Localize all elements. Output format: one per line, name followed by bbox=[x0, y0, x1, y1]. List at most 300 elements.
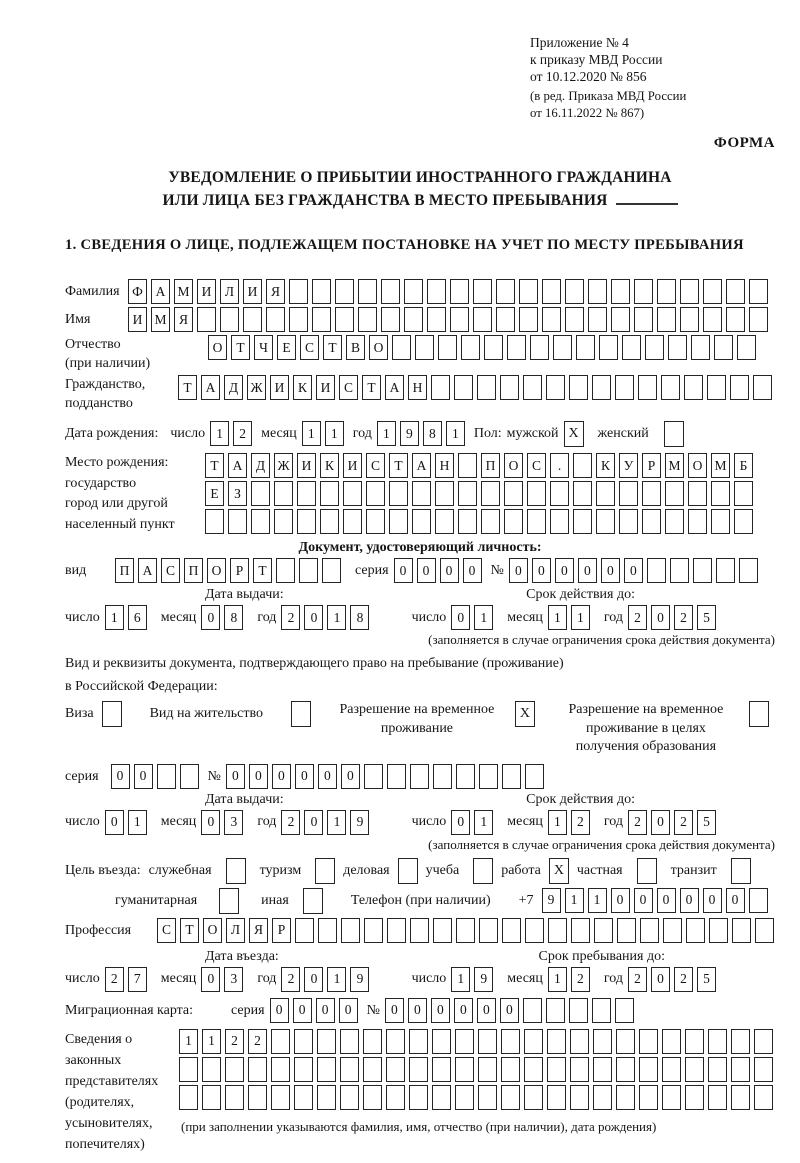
form-cell[interactable]: А bbox=[138, 558, 157, 583]
form-cell[interactable]: 2 bbox=[105, 967, 124, 992]
form-cell[interactable]: К bbox=[320, 453, 339, 478]
form-cell[interactable] bbox=[504, 481, 523, 506]
form-cell[interactable] bbox=[450, 307, 469, 332]
form-cell[interactable]: 0 bbox=[417, 558, 436, 583]
form-cell[interactable]: А bbox=[228, 453, 247, 478]
form-cell[interactable] bbox=[433, 764, 452, 789]
form-cell[interactable] bbox=[570, 1085, 589, 1110]
form-cell[interactable]: 0 bbox=[295, 764, 314, 789]
form-cell[interactable] bbox=[502, 918, 521, 943]
form-cell[interactable]: 0 bbox=[304, 967, 323, 992]
purpose-tourism-checkbox[interactable] bbox=[315, 858, 335, 884]
form-cell[interactable]: А bbox=[385, 375, 404, 400]
form-cell[interactable]: 0 bbox=[680, 888, 699, 913]
form-cell[interactable]: 3 bbox=[224, 810, 243, 835]
form-cell[interactable] bbox=[680, 307, 699, 332]
form-cell[interactable] bbox=[754, 1085, 773, 1110]
form-cell[interactable] bbox=[527, 509, 546, 534]
form-cell[interactable] bbox=[639, 1057, 658, 1082]
form-cell[interactable] bbox=[410, 764, 429, 789]
form-cell[interactable]: О bbox=[369, 335, 388, 360]
form-cell[interactable] bbox=[479, 764, 498, 789]
form-cell[interactable]: 0 bbox=[454, 998, 473, 1023]
form-cell[interactable] bbox=[619, 481, 638, 506]
form-cell[interactable] bbox=[340, 1057, 359, 1082]
form-cell[interactable] bbox=[387, 764, 406, 789]
form-cell[interactable]: Я bbox=[174, 307, 193, 332]
form-cell[interactable]: 1 bbox=[327, 810, 346, 835]
form-cell[interactable]: С bbox=[339, 375, 358, 400]
form-cell[interactable]: 1 bbox=[548, 810, 567, 835]
form-cell[interactable]: 0 bbox=[451, 810, 470, 835]
form-cell[interactable] bbox=[478, 1085, 497, 1110]
form-cell[interactable] bbox=[565, 307, 584, 332]
form-cell[interactable] bbox=[473, 279, 492, 304]
form-cell[interactable]: 2 bbox=[628, 967, 647, 992]
form-cell[interactable]: 0 bbox=[394, 558, 413, 583]
form-cell[interactable] bbox=[524, 1057, 543, 1082]
form-cell[interactable] bbox=[709, 918, 728, 943]
form-cell[interactable] bbox=[343, 481, 362, 506]
form-cell[interactable] bbox=[665, 509, 684, 534]
form-cell[interactable]: 0 bbox=[477, 998, 496, 1023]
form-cell[interactable]: 0 bbox=[339, 998, 358, 1023]
form-cell[interactable] bbox=[616, 1029, 635, 1054]
form-cell[interactable] bbox=[484, 335, 503, 360]
form-cell[interactable] bbox=[519, 307, 538, 332]
form-cell[interactable]: Н bbox=[435, 453, 454, 478]
form-cell[interactable] bbox=[716, 558, 735, 583]
form-cell[interactable] bbox=[707, 375, 726, 400]
form-cell[interactable]: 0 bbox=[624, 558, 643, 583]
form-cell[interactable]: 9 bbox=[400, 421, 419, 446]
form-cell[interactable] bbox=[386, 1029, 405, 1054]
form-cell[interactable]: Ж bbox=[274, 453, 293, 478]
form-cell[interactable] bbox=[340, 1085, 359, 1110]
purpose-other-checkbox[interactable] bbox=[303, 888, 323, 914]
form-cell[interactable]: 8 bbox=[423, 421, 442, 446]
form-cell[interactable] bbox=[438, 335, 457, 360]
form-cell[interactable] bbox=[657, 279, 676, 304]
form-cell[interactable] bbox=[665, 481, 684, 506]
form-cell[interactable]: К bbox=[293, 375, 312, 400]
form-cell[interactable] bbox=[634, 307, 653, 332]
form-cell[interactable] bbox=[731, 1085, 750, 1110]
form-cell[interactable] bbox=[547, 1085, 566, 1110]
form-cell[interactable] bbox=[458, 481, 477, 506]
form-cell[interactable]: 1 bbox=[105, 605, 124, 630]
form-cell[interactable] bbox=[593, 1057, 612, 1082]
form-cell[interactable] bbox=[294, 1057, 313, 1082]
form-cell[interactable] bbox=[548, 918, 567, 943]
form-cell[interactable]: 0 bbox=[293, 998, 312, 1023]
form-cell[interactable]: Т bbox=[323, 335, 342, 360]
form-cell[interactable]: 0 bbox=[726, 888, 745, 913]
form-cell[interactable]: С bbox=[157, 918, 176, 943]
form-cell[interactable]: 0 bbox=[532, 558, 551, 583]
form-cell[interactable] bbox=[202, 1085, 221, 1110]
form-cell[interactable] bbox=[179, 1085, 198, 1110]
form-cell[interactable] bbox=[412, 509, 431, 534]
temp-residence-education-checkbox[interactable] bbox=[749, 701, 769, 727]
form-cell[interactable] bbox=[456, 764, 475, 789]
form-cell[interactable] bbox=[358, 279, 377, 304]
form-cell[interactable] bbox=[680, 279, 699, 304]
form-cell[interactable] bbox=[248, 1057, 267, 1082]
form-cell[interactable] bbox=[553, 335, 572, 360]
form-cell[interactable] bbox=[458, 453, 477, 478]
purpose-official-checkbox[interactable] bbox=[226, 858, 246, 884]
form-cell[interactable] bbox=[755, 918, 774, 943]
form-cell[interactable]: Т bbox=[362, 375, 381, 400]
form-cell[interactable]: Т bbox=[389, 453, 408, 478]
form-cell[interactable]: 0 bbox=[440, 558, 459, 583]
purpose-work-checkbox[interactable]: X bbox=[549, 858, 569, 884]
form-cell[interactable] bbox=[343, 509, 362, 534]
form-cell[interactable] bbox=[617, 918, 636, 943]
form-cell[interactable] bbox=[663, 918, 682, 943]
form-cell[interactable]: 1 bbox=[474, 810, 493, 835]
form-cell[interactable]: И bbox=[270, 375, 289, 400]
purpose-business-checkbox[interactable] bbox=[398, 858, 418, 884]
form-cell[interactable]: С bbox=[527, 453, 546, 478]
form-cell[interactable] bbox=[317, 1057, 336, 1082]
form-cell[interactable] bbox=[501, 1085, 520, 1110]
purpose-study-checkbox[interactable] bbox=[473, 858, 493, 884]
form-cell[interactable]: 1 bbox=[327, 605, 346, 630]
form-cell[interactable] bbox=[427, 307, 446, 332]
form-cell[interactable] bbox=[542, 307, 561, 332]
form-cell[interactable]: Ф bbox=[128, 279, 147, 304]
form-cell[interactable]: Р bbox=[230, 558, 249, 583]
form-cell[interactable]: О bbox=[203, 918, 222, 943]
form-cell[interactable]: А bbox=[151, 279, 170, 304]
form-cell[interactable] bbox=[693, 558, 712, 583]
form-cell[interactable] bbox=[686, 918, 705, 943]
form-cell[interactable] bbox=[523, 998, 542, 1023]
form-cell[interactable] bbox=[205, 509, 224, 534]
form-cell[interactable]: Т bbox=[253, 558, 272, 583]
form-cell[interactable] bbox=[496, 307, 515, 332]
form-cell[interactable] bbox=[588, 307, 607, 332]
form-cell[interactable] bbox=[638, 375, 657, 400]
form-cell[interactable] bbox=[739, 558, 758, 583]
form-cell[interactable] bbox=[289, 279, 308, 304]
form-cell[interactable] bbox=[691, 335, 710, 360]
form-cell[interactable] bbox=[322, 558, 341, 583]
form-cell[interactable] bbox=[524, 1029, 543, 1054]
form-cell[interactable] bbox=[318, 918, 337, 943]
form-cell[interactable] bbox=[703, 279, 722, 304]
form-cell[interactable]: М bbox=[174, 279, 193, 304]
form-cell[interactable] bbox=[523, 375, 542, 400]
form-cell[interactable] bbox=[726, 307, 745, 332]
form-cell[interactable]: 2 bbox=[225, 1029, 244, 1054]
form-cell[interactable] bbox=[527, 481, 546, 506]
form-cell[interactable]: Л bbox=[226, 918, 245, 943]
form-cell[interactable]: 1 bbox=[588, 888, 607, 913]
form-cell[interactable] bbox=[427, 279, 446, 304]
form-cell[interactable] bbox=[251, 481, 270, 506]
form-cell[interactable]: И bbox=[316, 375, 335, 400]
form-cell[interactable]: 0 bbox=[451, 605, 470, 630]
form-cell[interactable]: 1 bbox=[377, 421, 396, 446]
form-cell[interactable]: 1 bbox=[451, 967, 470, 992]
form-cell[interactable]: 0 bbox=[431, 998, 450, 1023]
form-cell[interactable]: 9 bbox=[350, 810, 369, 835]
form-cell[interactable] bbox=[317, 1085, 336, 1110]
form-cell[interactable] bbox=[432, 1029, 451, 1054]
form-cell[interactable]: И bbox=[297, 453, 316, 478]
form-cell[interactable] bbox=[435, 509, 454, 534]
form-cell[interactable] bbox=[642, 481, 661, 506]
form-cell[interactable] bbox=[225, 1085, 244, 1110]
form-cell[interactable] bbox=[611, 279, 630, 304]
form-cell[interactable] bbox=[297, 481, 316, 506]
purpose-transit-checkbox[interactable] bbox=[731, 858, 751, 884]
form-cell[interactable] bbox=[432, 1085, 451, 1110]
form-cell[interactable] bbox=[386, 1057, 405, 1082]
form-cell[interactable] bbox=[458, 509, 477, 534]
form-cell[interactable]: 1 bbox=[565, 888, 584, 913]
form-cell[interactable]: 9 bbox=[542, 888, 561, 913]
form-cell[interactable] bbox=[274, 481, 293, 506]
form-cell[interactable] bbox=[726, 279, 745, 304]
form-cell[interactable]: О bbox=[208, 335, 227, 360]
form-cell[interactable] bbox=[708, 1029, 727, 1054]
form-cell[interactable]: 5 bbox=[697, 810, 716, 835]
form-cell[interactable] bbox=[358, 307, 377, 332]
form-cell[interactable]: 0 bbox=[555, 558, 574, 583]
form-cell[interactable]: С bbox=[300, 335, 319, 360]
form-cell[interactable] bbox=[496, 279, 515, 304]
form-cell[interactable] bbox=[341, 918, 360, 943]
form-cell[interactable]: М bbox=[151, 307, 170, 332]
form-cell[interactable] bbox=[570, 1029, 589, 1054]
form-cell[interactable] bbox=[749, 888, 768, 913]
form-cell[interactable]: 1 bbox=[179, 1029, 198, 1054]
form-cell[interactable]: Я bbox=[266, 279, 285, 304]
form-cell[interactable] bbox=[251, 509, 270, 534]
form-cell[interactable]: 2 bbox=[628, 605, 647, 630]
purpose-private-checkbox[interactable] bbox=[637, 858, 657, 884]
form-cell[interactable] bbox=[477, 375, 496, 400]
form-cell[interactable] bbox=[197, 307, 216, 332]
form-cell[interactable] bbox=[271, 1029, 290, 1054]
form-cell[interactable]: 0 bbox=[316, 998, 335, 1023]
form-cell[interactable] bbox=[662, 1029, 681, 1054]
form-cell[interactable] bbox=[248, 1085, 267, 1110]
form-cell[interactable]: 0 bbox=[304, 810, 323, 835]
form-cell[interactable]: П bbox=[481, 453, 500, 478]
form-cell[interactable] bbox=[274, 509, 293, 534]
form-cell[interactable]: Е bbox=[277, 335, 296, 360]
form-cell[interactable] bbox=[593, 1029, 612, 1054]
form-cell[interactable] bbox=[569, 998, 588, 1023]
form-cell[interactable]: Ж bbox=[247, 375, 266, 400]
visa-checkbox[interactable] bbox=[102, 701, 122, 727]
form-cell[interactable] bbox=[573, 509, 592, 534]
form-cell[interactable] bbox=[404, 307, 423, 332]
form-cell[interactable] bbox=[507, 335, 526, 360]
form-cell[interactable] bbox=[409, 1029, 428, 1054]
form-cell[interactable]: Т bbox=[178, 375, 197, 400]
form-cell[interactable] bbox=[573, 481, 592, 506]
form-cell[interactable]: 0 bbox=[657, 888, 676, 913]
form-cell[interactable] bbox=[381, 279, 400, 304]
form-cell[interactable] bbox=[364, 918, 383, 943]
form-cell[interactable] bbox=[386, 1085, 405, 1110]
form-cell[interactable] bbox=[389, 509, 408, 534]
form-cell[interactable]: 0 bbox=[651, 967, 670, 992]
form-cell[interactable] bbox=[524, 1085, 543, 1110]
form-cell[interactable] bbox=[450, 279, 469, 304]
form-cell[interactable]: З bbox=[228, 481, 247, 506]
form-cell[interactable] bbox=[685, 1057, 704, 1082]
form-cell[interactable] bbox=[504, 509, 523, 534]
form-cell[interactable] bbox=[410, 918, 429, 943]
form-cell[interactable] bbox=[688, 481, 707, 506]
form-cell[interactable]: Е bbox=[205, 481, 224, 506]
form-cell[interactable] bbox=[565, 279, 584, 304]
form-cell[interactable]: 5 bbox=[697, 605, 716, 630]
form-cell[interactable] bbox=[387, 918, 406, 943]
form-cell[interactable]: 1 bbox=[327, 967, 346, 992]
form-cell[interactable] bbox=[615, 375, 634, 400]
form-cell[interactable] bbox=[576, 335, 595, 360]
residence-permit-checkbox[interactable] bbox=[291, 701, 311, 727]
form-cell[interactable] bbox=[335, 307, 354, 332]
form-cell[interactable] bbox=[622, 335, 641, 360]
form-cell[interactable]: П bbox=[184, 558, 203, 583]
form-cell[interactable] bbox=[312, 279, 331, 304]
form-cell[interactable]: Р bbox=[272, 918, 291, 943]
form-cell[interactable]: 2 bbox=[674, 605, 693, 630]
form-cell[interactable]: Я bbox=[249, 918, 268, 943]
form-cell[interactable] bbox=[415, 335, 434, 360]
form-cell[interactable]: 0 bbox=[201, 810, 220, 835]
form-cell[interactable]: 0 bbox=[201, 605, 220, 630]
form-cell[interactable] bbox=[645, 335, 664, 360]
form-cell[interactable]: 8 bbox=[224, 605, 243, 630]
form-cell[interactable] bbox=[596, 509, 615, 534]
form-cell[interactable] bbox=[502, 764, 521, 789]
form-cell[interactable] bbox=[753, 375, 772, 400]
form-cell[interactable] bbox=[662, 1085, 681, 1110]
form-cell[interactable]: 0 bbox=[634, 888, 653, 913]
form-cell[interactable] bbox=[479, 918, 498, 943]
form-cell[interactable] bbox=[220, 307, 239, 332]
form-cell[interactable] bbox=[685, 1085, 704, 1110]
form-cell[interactable] bbox=[731, 1057, 750, 1082]
form-cell[interactable]: И bbox=[197, 279, 216, 304]
form-cell[interactable] bbox=[389, 481, 408, 506]
form-cell[interactable] bbox=[737, 335, 756, 360]
form-cell[interactable] bbox=[611, 307, 630, 332]
form-cell[interactable] bbox=[481, 509, 500, 534]
form-cell[interactable]: 6 bbox=[128, 605, 147, 630]
form-cell[interactable]: 1 bbox=[325, 421, 344, 446]
form-cell[interactable]: 2 bbox=[571, 810, 590, 835]
form-cell[interactable]: 2 bbox=[281, 605, 300, 630]
form-cell[interactable] bbox=[547, 1057, 566, 1082]
form-cell[interactable] bbox=[711, 481, 730, 506]
form-cell[interactable]: А bbox=[412, 453, 431, 478]
form-cell[interactable]: А bbox=[201, 375, 220, 400]
form-cell[interactable] bbox=[599, 335, 618, 360]
form-cell[interactable] bbox=[294, 1029, 313, 1054]
form-cell[interactable] bbox=[619, 509, 638, 534]
form-cell[interactable] bbox=[634, 279, 653, 304]
form-cell[interactable] bbox=[657, 307, 676, 332]
form-cell[interactable] bbox=[731, 1029, 750, 1054]
form-cell[interactable]: Ч bbox=[254, 335, 273, 360]
form-cell[interactable]: 0 bbox=[703, 888, 722, 913]
form-cell[interactable]: 3 bbox=[224, 967, 243, 992]
form-cell[interactable] bbox=[363, 1085, 382, 1110]
form-cell[interactable]: О bbox=[207, 558, 226, 583]
form-cell[interactable] bbox=[404, 279, 423, 304]
form-cell[interactable]: 1 bbox=[128, 810, 147, 835]
form-cell[interactable]: 2 bbox=[281, 810, 300, 835]
form-cell[interactable]: Б bbox=[734, 453, 753, 478]
form-cell[interactable] bbox=[592, 998, 611, 1023]
form-cell[interactable] bbox=[703, 307, 722, 332]
form-cell[interactable]: 1 bbox=[302, 421, 321, 446]
form-cell[interactable] bbox=[266, 307, 285, 332]
form-cell[interactable] bbox=[312, 307, 331, 332]
form-cell[interactable]: 0 bbox=[500, 998, 519, 1023]
form-cell[interactable] bbox=[366, 509, 385, 534]
form-cell[interactable]: 1 bbox=[548, 967, 567, 992]
form-cell[interactable] bbox=[366, 481, 385, 506]
form-cell[interactable]: Н bbox=[408, 375, 427, 400]
form-cell[interactable]: К bbox=[596, 453, 615, 478]
form-cell[interactable] bbox=[363, 1029, 382, 1054]
form-cell[interactable] bbox=[639, 1085, 658, 1110]
form-cell[interactable]: 5 bbox=[697, 967, 716, 992]
form-cell[interactable]: 0 bbox=[201, 967, 220, 992]
form-cell[interactable] bbox=[381, 307, 400, 332]
form-cell[interactable] bbox=[320, 481, 339, 506]
form-cell[interactable] bbox=[243, 307, 262, 332]
form-cell[interactable] bbox=[501, 1029, 520, 1054]
form-cell[interactable]: 8 bbox=[350, 605, 369, 630]
form-cell[interactable] bbox=[640, 918, 659, 943]
form-cell[interactable] bbox=[461, 335, 480, 360]
form-cell[interactable]: 2 bbox=[674, 810, 693, 835]
form-cell[interactable] bbox=[455, 1029, 474, 1054]
form-cell[interactable] bbox=[688, 509, 707, 534]
form-cell[interactable]: 2 bbox=[628, 810, 647, 835]
form-cell[interactable] bbox=[432, 1057, 451, 1082]
form-cell[interactable] bbox=[294, 1085, 313, 1110]
form-cell[interactable] bbox=[754, 1029, 773, 1054]
form-cell[interactable]: Д bbox=[251, 453, 270, 478]
form-cell[interactable] bbox=[670, 558, 689, 583]
form-cell[interactable]: 9 bbox=[474, 967, 493, 992]
form-cell[interactable]: 0 bbox=[270, 998, 289, 1023]
form-cell[interactable]: 0 bbox=[651, 810, 670, 835]
form-cell[interactable]: 0 bbox=[601, 558, 620, 583]
form-cell[interactable] bbox=[276, 558, 295, 583]
form-cell[interactable]: 0 bbox=[385, 998, 404, 1023]
form-cell[interactable]: 7 bbox=[128, 967, 147, 992]
form-cell[interactable] bbox=[202, 1057, 221, 1082]
form-cell[interactable]: 0 bbox=[651, 605, 670, 630]
form-cell[interactable] bbox=[588, 279, 607, 304]
form-cell[interactable] bbox=[661, 375, 680, 400]
